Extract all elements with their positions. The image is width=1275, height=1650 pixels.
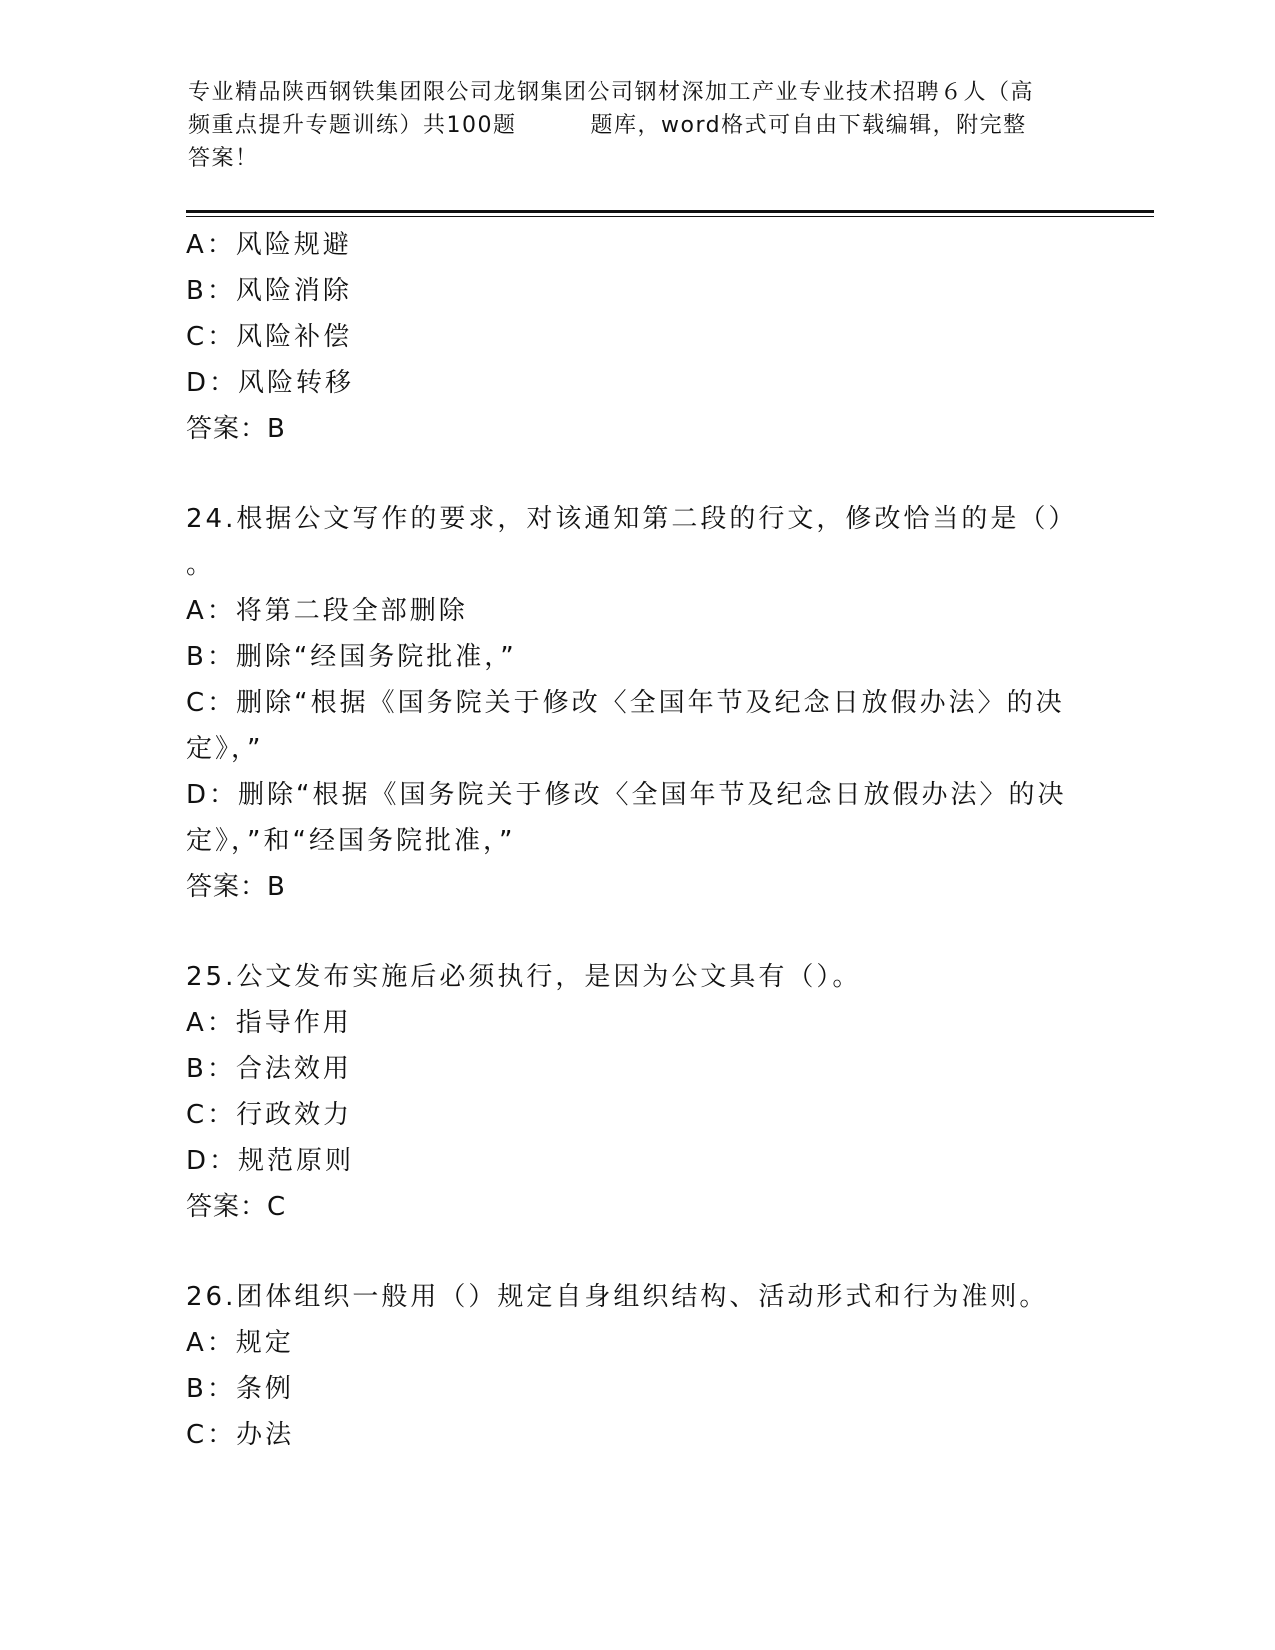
option-d: D：删除“根据《国务院关于修改〈全国年节及纪念日放假办法〉的决 xyxy=(186,780,1067,810)
answer-line: 答案：C xyxy=(186,1192,287,1222)
option-d: D：规范原则 xyxy=(186,1146,355,1176)
option-b: B：合法效用 xyxy=(186,1054,352,1084)
answer-line: 答案：B xyxy=(186,414,286,444)
option-c: C：行政效力 xyxy=(186,1100,353,1130)
header-divider xyxy=(186,210,1154,218)
option-a: A：规定 xyxy=(186,1328,294,1358)
option-a: A：风险规避 xyxy=(186,230,352,260)
option-a: A：将第二段全部删除 xyxy=(186,596,468,626)
answer-line: 答案：B xyxy=(186,872,286,902)
question-25-block xyxy=(186,954,1086,1230)
header-line-3: 答案！ xyxy=(188,146,259,171)
option-b: B：条例 xyxy=(186,1374,294,1404)
question-stem-tail: 。 xyxy=(186,550,216,580)
header-line-1: 专业精品陕西钢铁集团限公司龙钢集团公司钢材深加工产业专业技术招聘６人（高 xyxy=(188,80,1035,105)
option-a: A：指导作用 xyxy=(186,1008,352,1038)
question-23-block xyxy=(186,222,1086,452)
question-stem: 24.根据公文写作的要求，对该通知第二段的行文，修改恰当的是（） xyxy=(186,504,1078,534)
option-c: C：删除“根据《国务院关于修改〈全国年节及纪念日放假办法〉的决 xyxy=(186,688,1065,718)
header-line-2-part-a: 频重点提升专题训练）共100题 xyxy=(188,113,517,138)
option-d: D：风险转移 xyxy=(186,368,355,398)
option-b: B：删除“经国务院批准，” xyxy=(186,642,517,672)
question-24-block xyxy=(186,496,1086,910)
document-header xyxy=(188,76,1088,175)
question-stem: 26.团体组织一般用（）规定自身组织结构、活动形式和行为准则。 xyxy=(186,1282,1049,1312)
question-stem: 25.公文发布实施后必须执行，是因为公文具有（）。 xyxy=(186,962,862,992)
question-26-block xyxy=(186,1274,1086,1458)
option-c-continued: 定》，” xyxy=(186,734,264,764)
option-d-continued: 定》，”和“经国务院批准，” xyxy=(186,826,516,856)
option-c: C：风险补偿 xyxy=(186,322,353,352)
header-line-2-part-b: 题库，word格式可自由下载编辑，附完整 xyxy=(590,113,1027,138)
header-line-2 xyxy=(188,109,1088,142)
option-b: B：风险消除 xyxy=(186,276,352,306)
question-list xyxy=(186,222,1086,1458)
option-c: C：办法 xyxy=(186,1420,295,1450)
